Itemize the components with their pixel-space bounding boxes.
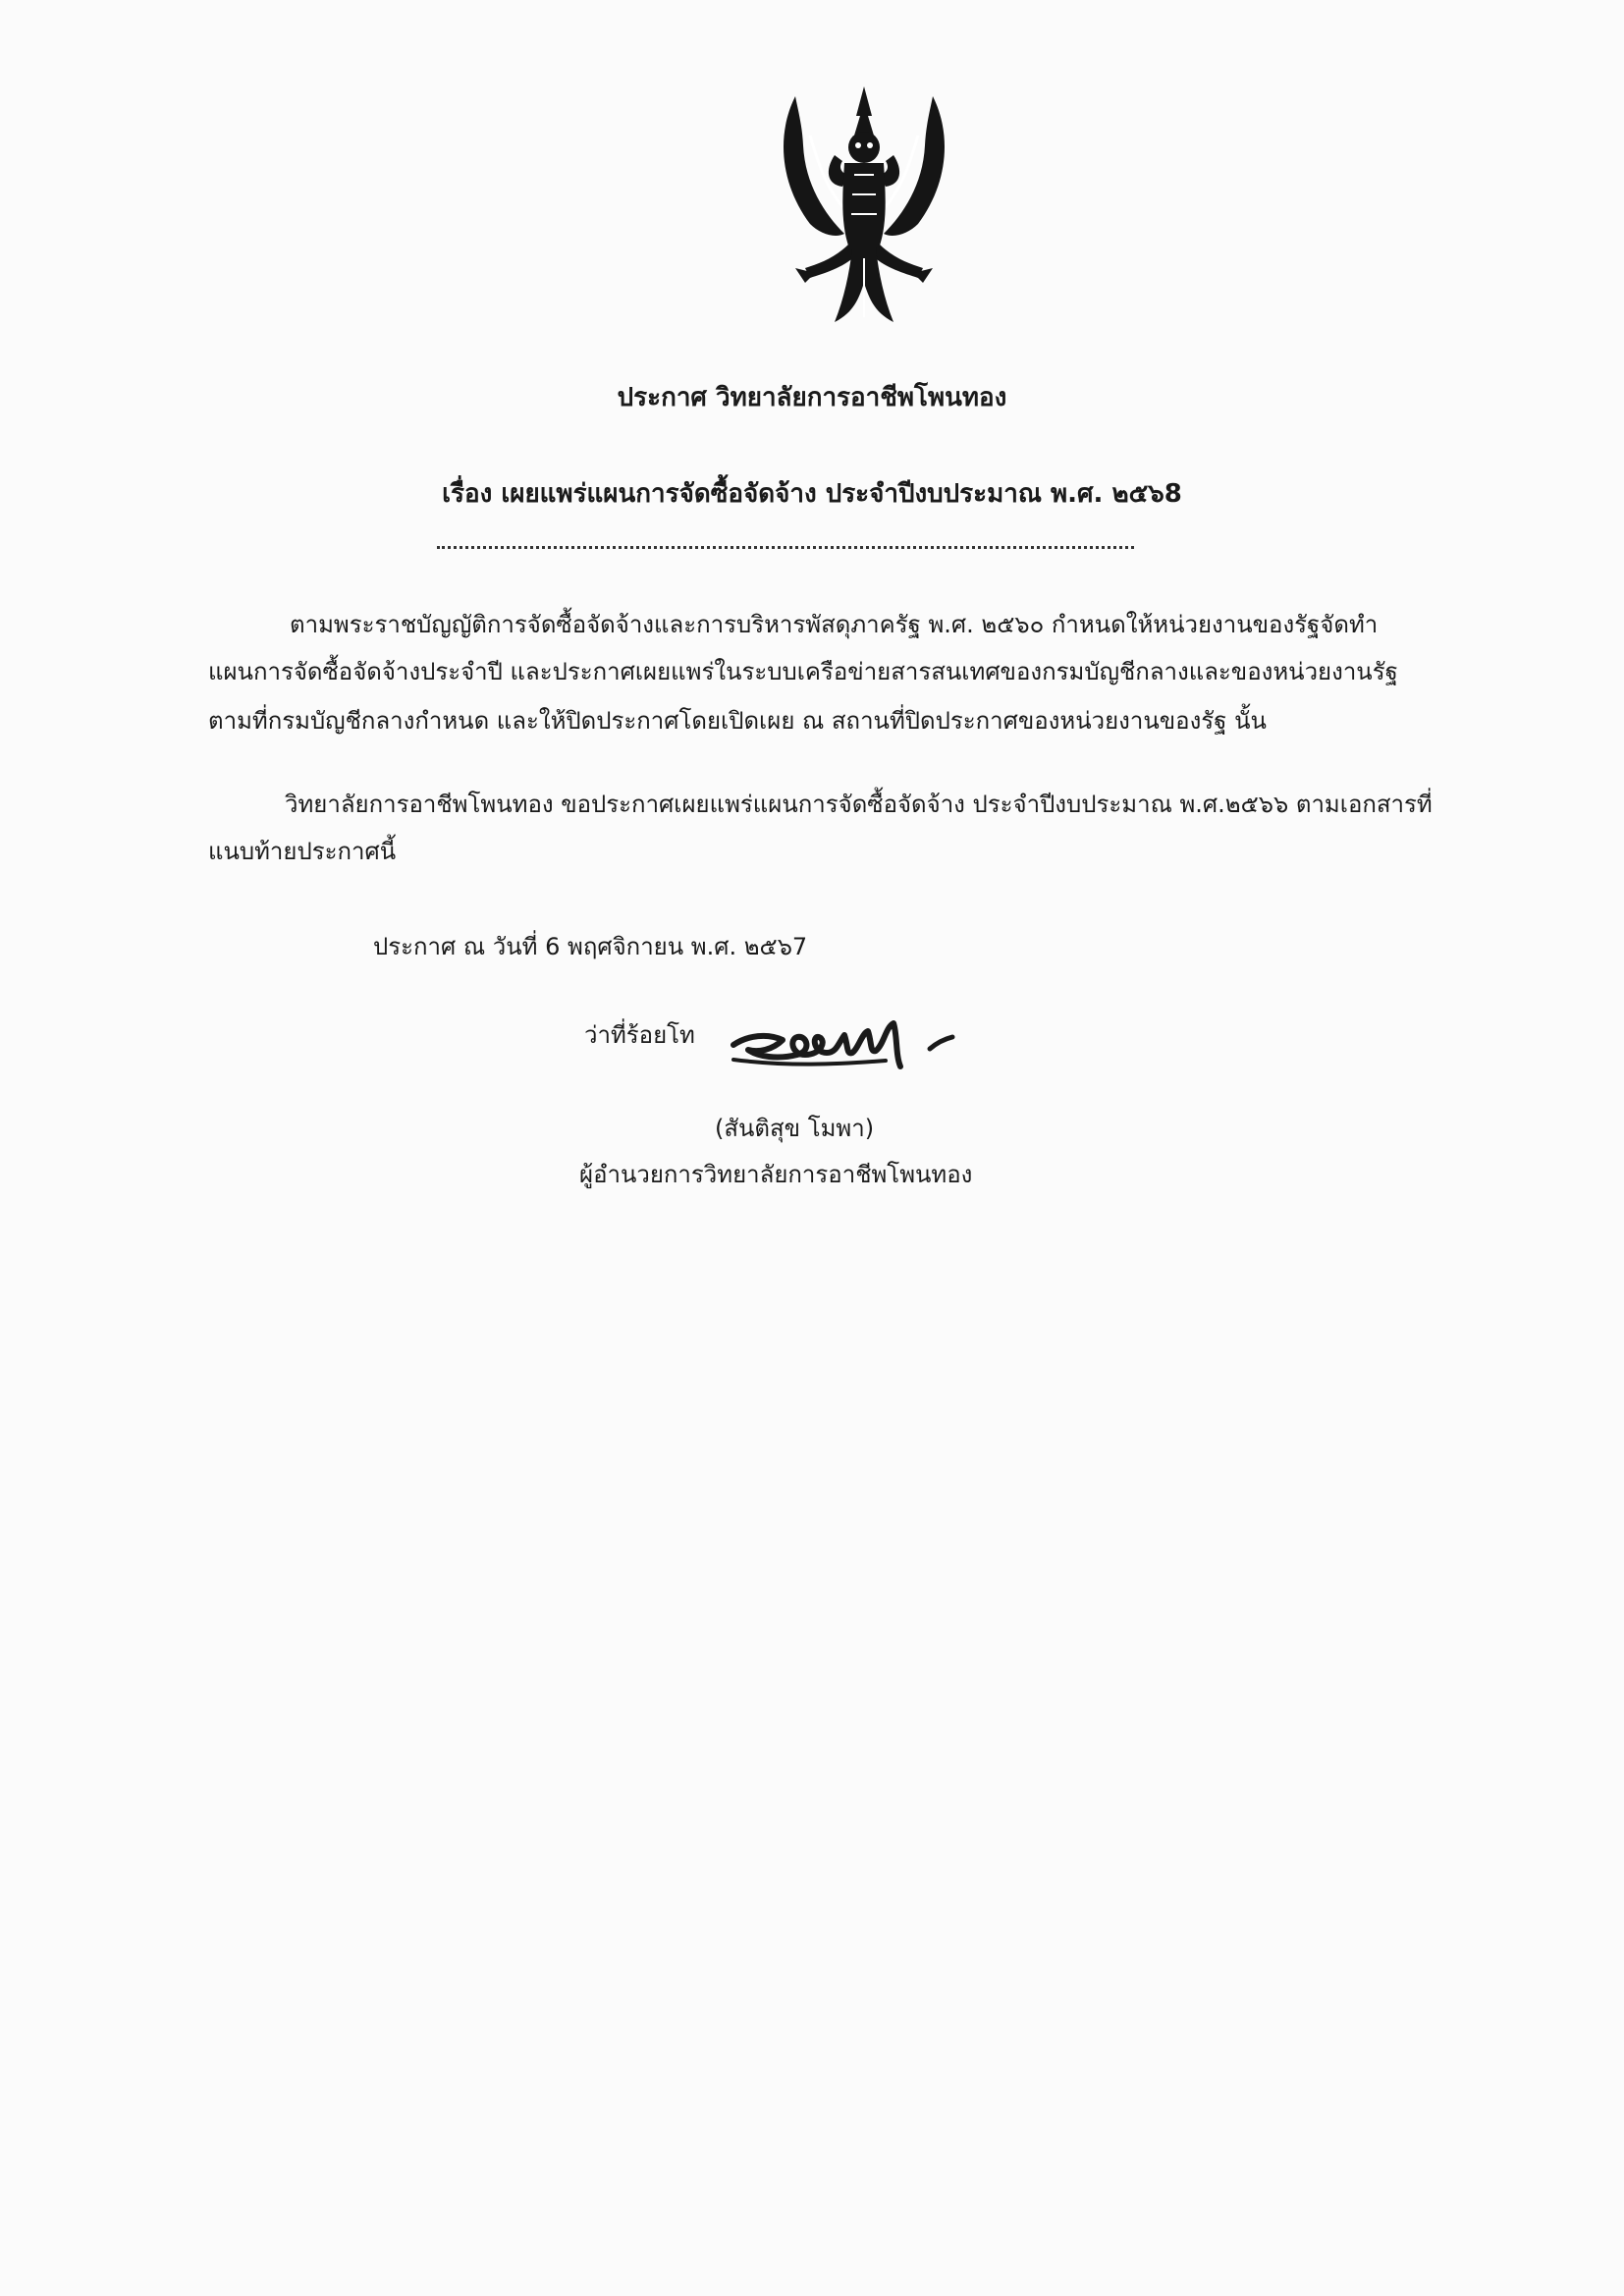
signer-rank: ว่าที่ร้อยโท: [584, 1021, 695, 1049]
announcement-date: ประกาศ ณ วันที่ 6 พฤศจิกายน พ.ศ. ๒๕๖7: [373, 933, 808, 960]
announcement-title: ประกาศ วิทยาลัยการอาชีพโพนทอง: [617, 383, 1007, 412]
paragraph-1-line-1: ตามพระราชบัญญัติการจัดซื้อจัดจ้างและการบริหารพัสดุภาครัฐ พ.ศ. ๒๕๖๐ กำหนดให้หน่วยงานของรัฐจัดทำ: [290, 611, 1379, 638]
subject-title: เรื่อง เผยแพร่แผนการจัดซื้อจัดจ้าง ประจำปีงบประมาณ พ.ศ. ๒๕๖8: [442, 479, 1182, 509]
paragraph-2-line-1: วิทยาลัยการอาชีพโพนทอง ขอประกาศเผยแพร่แผนการจัดซื้อจัดจ้าง ประจำปีงบประมาณ พ.ศ.๒๕๖๖ ตามเอกสารที่: [285, 791, 1433, 818]
signer-name: (สันติสุข โมพา): [715, 1115, 875, 1142]
paragraph-1-line-2: แผนการจัดซื้อจัดจ้างประจำปี และประกาศเผยแพร่ในระบบเครือข่ายสารสนเทศของกรมบัญชีกลางและของหน่วยงานรัฐ: [208, 658, 1398, 685]
handwritten-signature: [729, 1006, 1018, 1074]
signer-position: ผู้อำนวยการวิทยาลัยการอาชีพโพนทอง: [579, 1161, 973, 1188]
paragraph-1-line-3: ตามที่กรมบัญชีกลางกำหนด และให้ปิดประกาศโดยเปิดเผย ณ สถานที่ปิดประกาศของหน่วยงานของรัฐ นั้น: [208, 707, 1267, 735]
dotted-divider: [437, 546, 1134, 549]
garuda-emblem-icon: [766, 77, 962, 347]
paragraph-2-line-2: แนบท้ายประกาศนี้: [208, 838, 397, 865]
